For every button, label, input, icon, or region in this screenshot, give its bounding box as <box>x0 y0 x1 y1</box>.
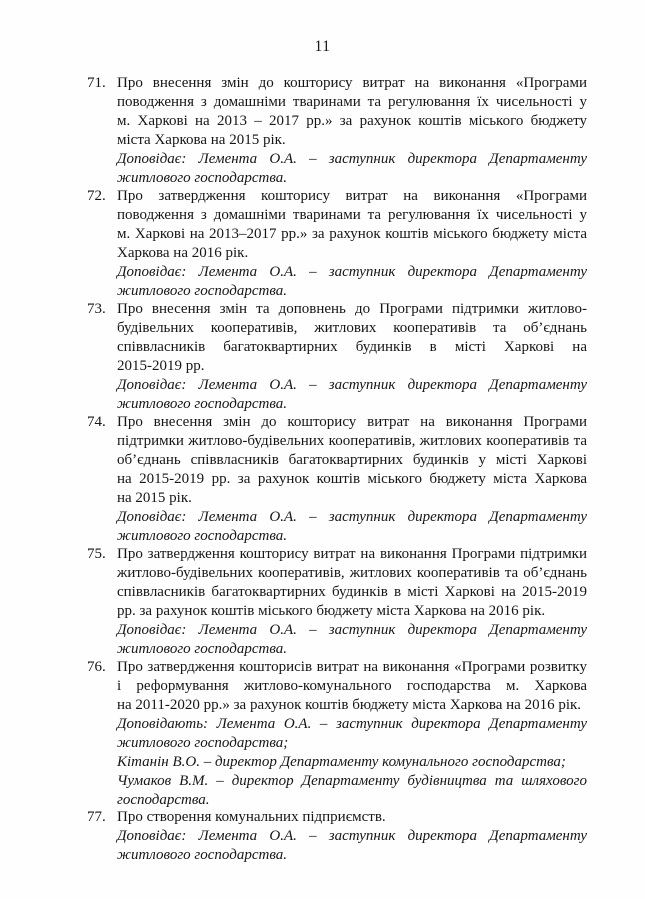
agenda-item <box>87 658 587 810</box>
item-text-line: житлово-будівельних кооперативів, житлових кооперативів та об’єднань <box>117 565 587 581</box>
speaker-line: житлового господарства. <box>117 396 287 412</box>
item-body <box>117 74 587 188</box>
speaker-line: Кітанін В.О. – директор Департаменту комунального господарства; <box>117 754 566 770</box>
item-text-line: будівельних кооперативів, житлових кооперативів та об’єднань <box>117 320 587 336</box>
item-text-line: і реформування житлово-комунального господарства м. Харкова <box>117 678 587 694</box>
item-number: 72. <box>87 188 106 204</box>
item-text-line: м. Харкові на 2013 – 2017 рр.» за рахунок коштів міського бюджету <box>117 113 587 129</box>
speaker-line: Чумаков В.М. – директор Департаменту будівництва та шляхового <box>117 773 587 789</box>
item-text-line: м. Харкові на 2013–2017 рр.» за рахунок коштів міського бюджету міста <box>117 226 587 242</box>
speaker-line: Доповідають: Лемента О.А. – заступник директора Департаменту <box>117 716 587 732</box>
item-number: 74. <box>87 414 106 430</box>
item-number: 75. <box>87 546 106 562</box>
agenda-item <box>87 300 587 414</box>
item-text-line: Про затвердження кошторису витрат на виконання Програми підтримки <box>117 546 587 562</box>
speaker-line: житлового господарства. <box>117 528 287 544</box>
agenda-item <box>87 187 587 301</box>
agenda-item <box>87 545 587 659</box>
item-text-line: поводження з домашніми тваринами та регулювання їх чисельності у <box>117 94 587 110</box>
speaker-line: Доповідає: Лемента О.А. – заступник директора Департаменту <box>117 151 587 167</box>
item-text-line: Харкова на 2016 рік. <box>117 245 249 261</box>
item-body <box>117 808 587 865</box>
item-body <box>117 300 587 414</box>
item-number: 71. <box>87 75 106 91</box>
speaker-line: господарства. <box>117 792 210 808</box>
item-number: 77. <box>87 809 106 825</box>
speaker-line: Доповідає: Лемента О.А. – заступник директора Департаменту <box>117 264 587 280</box>
item-text-line: на 2011-2020 рр.» за рахунок коштів бюджету міста Харкова на 2016 рік. <box>117 697 582 713</box>
agenda-item <box>87 74 587 188</box>
speaker-line: Доповідає: Лемента О.А. – заступник директора Департаменту <box>117 377 587 393</box>
speaker-line: Доповідає: Лемента О.А. – заступник директора Департаменту <box>117 828 587 844</box>
speaker-line: Доповідає: Лемента О.А. – заступник директора Департаменту <box>117 509 587 525</box>
speaker-line: Доповідає: Лемента О.А. – заступник директора Департаменту <box>117 622 587 638</box>
item-body <box>117 545 587 659</box>
item-body <box>117 413 587 546</box>
item-text-line: співвласників багатоквартирних будинків в місті Харкові на <box>117 339 587 355</box>
item-text-line: Про затвердження кошторису витрат на виконання «Програми <box>117 188 587 204</box>
item-text-line: рр. за рахунок коштів міського бюджету міста Харкова на 2016 рік. <box>117 603 546 619</box>
item-text-line: 2015-2019 рр. <box>117 358 205 374</box>
speaker-line: житлового господарства. <box>117 283 287 299</box>
agenda-item <box>87 808 587 865</box>
item-text-line: на 2015 рік. <box>117 490 192 506</box>
item-text-line: на 2015-2019 рр. за рахунок коштів міського бюджету міста Харкова <box>117 471 587 487</box>
item-text-line: співвласників багатоквартирних будинків в місті Харкові на 2015-2019 <box>117 584 587 600</box>
item-text-line: Про внесення змін та доповнень до Програми підтримки житлово- <box>117 301 587 317</box>
speaker-line: житлового господарства. <box>117 847 287 863</box>
item-body <box>117 187 587 301</box>
item-body <box>117 658 587 810</box>
item-number: 76. <box>87 659 106 675</box>
speaker-line: житлового господарства. <box>117 641 287 657</box>
item-text-line: Про затвердження кошторисів витрат на виконання «Програми розвитку <box>117 659 587 675</box>
item-text-line: підтримки житлово-будівельних кооперативів, житлових кооперативів та <box>117 433 587 449</box>
speaker-line: житлового господарства. <box>117 170 287 186</box>
item-text-line: поводження з домашніми тваринами та регулювання їх чисельності у <box>117 207 587 223</box>
page-number: 11 <box>314 38 331 55</box>
item-text-line: Про внесення змін до кошторису витрат на виконання Програми <box>117 414 587 430</box>
item-text-line: Про створення комунальних підприємств. <box>117 809 386 825</box>
item-text-line: Про внесення змін до кошторису витрат на виконання «Програми <box>117 75 587 91</box>
item-text-line: об’єднань співвласників багатоквартирних будинків у місті Харкові <box>117 452 587 468</box>
item-number: 73. <box>87 301 106 317</box>
speaker-line: житлового господарства; <box>117 735 289 751</box>
item-text-line: міста Харкова на 2015 рік. <box>117 132 286 148</box>
agenda-item <box>87 413 587 546</box>
